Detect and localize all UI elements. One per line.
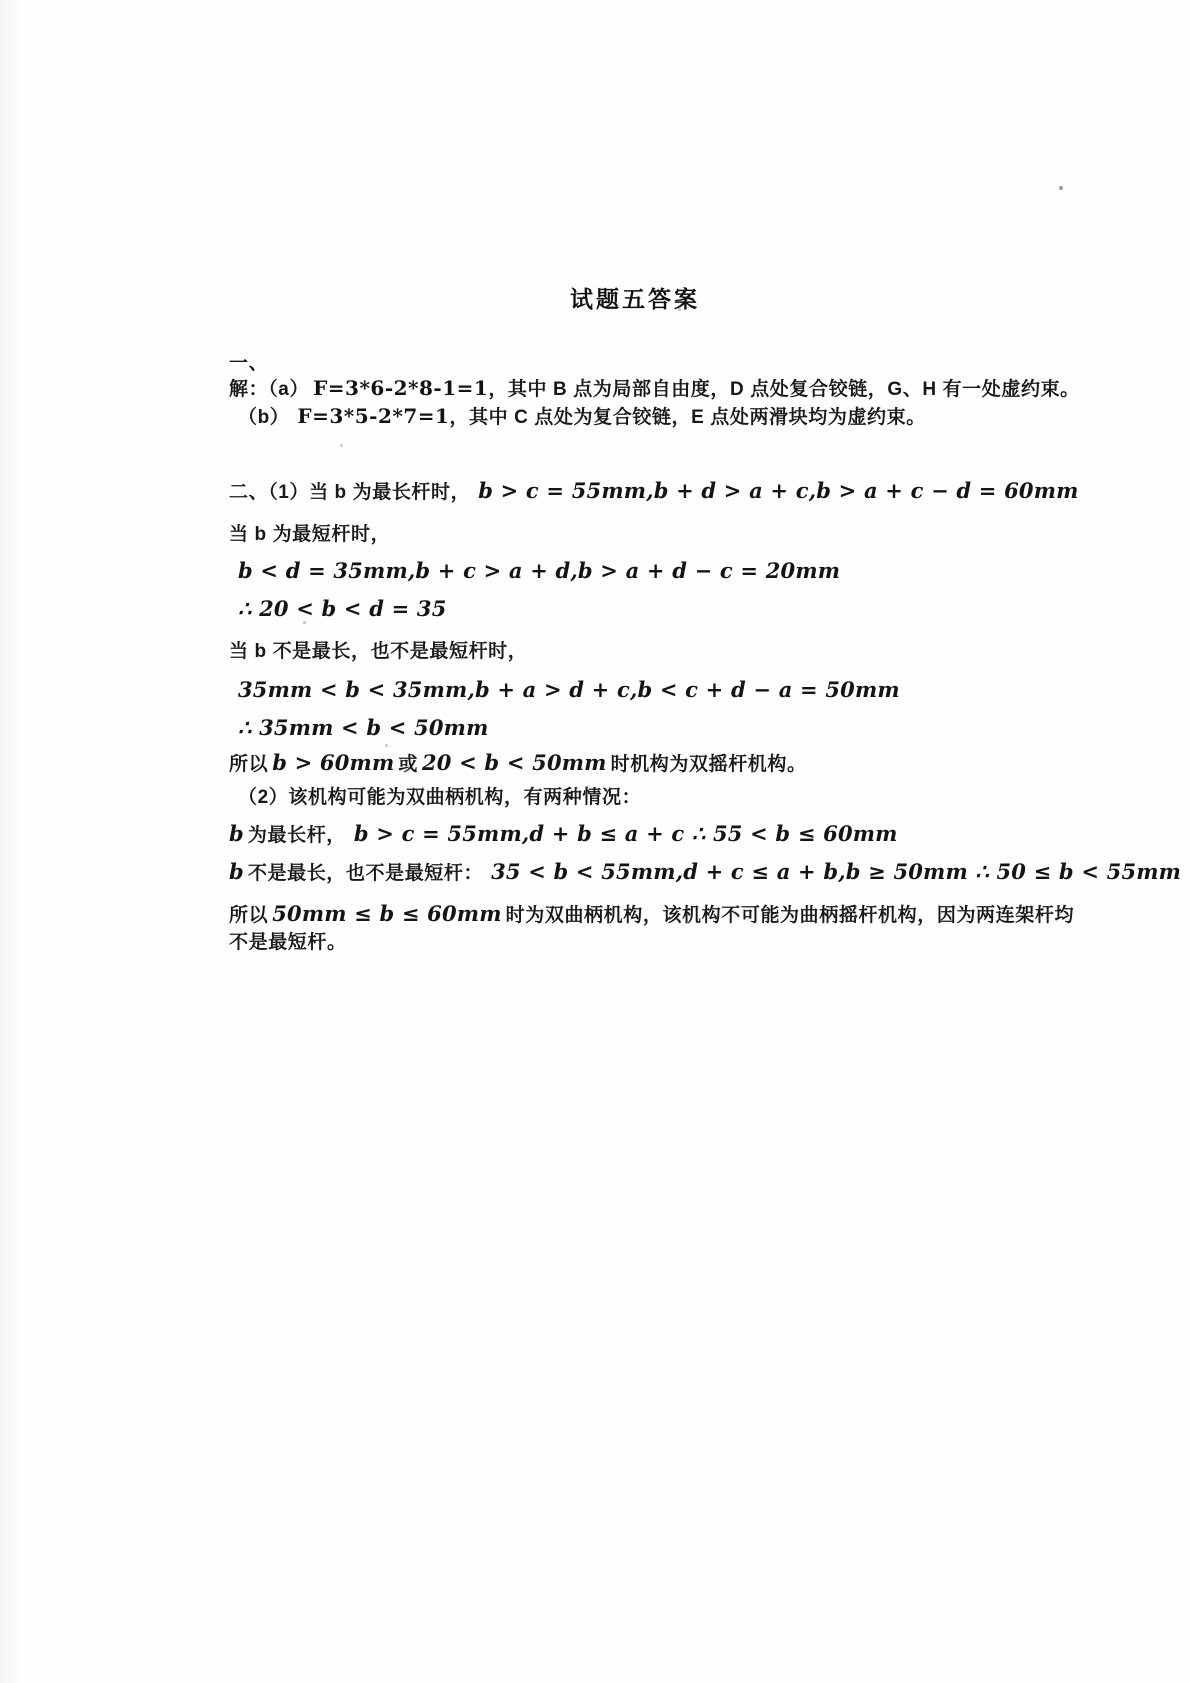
part2-line10-formula: b > c = 55mm,d + b ≤ a + c ∴ 55 < b ≤ 60mm	[353, 821, 898, 846]
answer-line-a-formula: F=3*6-2*8-1=1	[313, 376, 489, 400]
part2-line4	[238, 596, 447, 622]
part2-line10-lead: 为最长杆，	[247, 825, 346, 846]
part2-line12-lead: 所以	[229, 905, 269, 926]
answer-line-a-tail: ，其中 B 点为局部自由度，D 点处复合铰链，G、H 有一处虚约束。	[488, 379, 1080, 400]
part2-line3	[238, 558, 840, 584]
part2-line11-var: b	[229, 859, 244, 884]
part2-line8-mid: 或	[398, 754, 418, 775]
answer-line-b-tail: ，其中 C 点处为复合铰链，E 点处两滑块均为虚约束。	[449, 407, 926, 428]
part2-line6-formula: 35mm < b < 35mm,b + a > d + c,b < c + d − a = 50mm	[238, 677, 900, 702]
part2-line1-lead: 二、（1）当 b 为最长杆时，	[229, 482, 471, 503]
answer-line-b-formula: F=3*5-2*7=1	[297, 404, 450, 428]
part2-line8	[229, 750, 807, 777]
scan-speck	[340, 444, 343, 447]
page-title	[570, 285, 700, 314]
part2-line8-formula2: 20 < b < 50mm	[421, 750, 607, 775]
section-1-heading	[229, 352, 268, 376]
scan-edge-shadow	[0, 0, 24, 1683]
part2-line8-tail: 时机构为双摇杆机构。	[610, 754, 807, 775]
part2-line7	[238, 715, 489, 741]
part2-line8-lead: 所以	[229, 754, 269, 775]
part2-line10-var: b	[229, 821, 244, 846]
part2-line5	[229, 640, 527, 664]
part2-line9	[238, 786, 641, 810]
part2-line12-formula: 50mm ≤ b ≤ 60mm	[272, 901, 502, 926]
part2-line4-formula: ∴ 20 < b < d = 35	[238, 596, 447, 621]
answer-line-a	[229, 376, 1080, 402]
part2-line7-formula: ∴ 35mm < b < 50mm	[238, 715, 489, 740]
part2-line9-text: （2）该机构可能为双曲柄机构，有两种情况：	[238, 787, 642, 808]
part2-line13	[229, 931, 347, 955]
part2-line10	[229, 821, 898, 848]
scan-speck	[385, 744, 388, 747]
answer-line-b	[238, 404, 926, 430]
part2-line1-formula: b > c = 55mm,b + d > a + c,b > a + c − d = 60mm	[478, 478, 1079, 503]
part2-line11	[229, 859, 1181, 886]
part2-line11-formula: 35 < b < 55mm,d + c ≤ a + b,b ≥ 50mm ∴ 50 ≤ b < 55mm	[491, 859, 1182, 884]
part2-line6	[238, 677, 900, 703]
part2-line11-lead: 不是最长，也不是最短杆：	[247, 863, 484, 884]
answer-line-a-lead: 解：（a）	[229, 379, 310, 400]
part2-line2-text: 当 b 为最短杆时，	[229, 524, 391, 545]
answer-line-b-lead: （b）	[238, 407, 290, 428]
page-title-text: 试题五答案	[570, 286, 700, 312]
part2-line2	[229, 523, 390, 547]
part2-line12-tail: 时为双曲柄机构，该机构不可能为曲柄摇杆机构，因为两连架杆均	[505, 905, 1075, 926]
part2-line5-text: 当 b 不是最长，也不是最短杆时，	[229, 641, 528, 662]
scan-speck	[1059, 186, 1063, 190]
part2-line8-formula1: b > 60mm	[272, 750, 395, 775]
part2-line3-formula: b < d = 35mm,b + c > a + d,b > a + d − c = 20mm	[238, 558, 841, 583]
part2-line13-text: 不是最短杆。	[229, 932, 347, 953]
part2-line1	[229, 478, 1079, 505]
part2-line12	[229, 901, 1074, 928]
section-1-heading-text: 一、	[229, 353, 269, 374]
